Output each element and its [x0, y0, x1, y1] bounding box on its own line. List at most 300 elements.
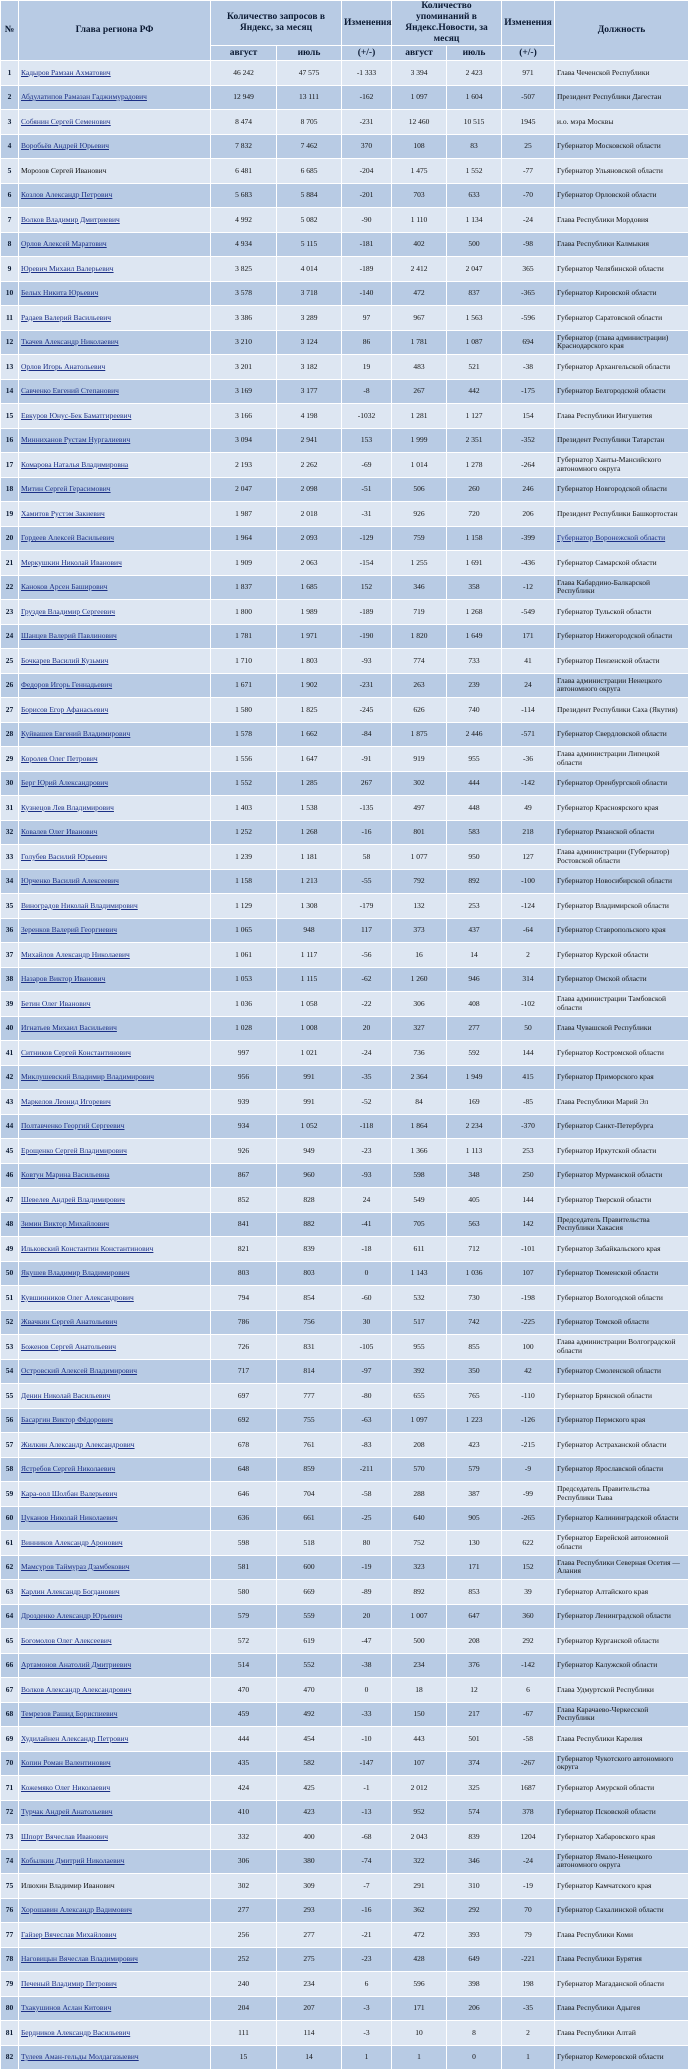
governor-name-cell [19, 1408, 211, 1433]
news-august-cell: 267 [392, 379, 447, 404]
governor-name-link[interactable]: Федоров Игорь Геннадьевич [21, 680, 112, 689]
row-number-cell: 81 [1, 2021, 19, 2046]
governor-name-link[interactable]: Назаров Виктор Иванович [21, 974, 105, 983]
requests-august-cell: 926 [211, 1139, 277, 1164]
governor-position: Губернатор Рязанской области [557, 828, 686, 837]
governor-name-link[interactable]: Каноков Арсен Баширович [21, 582, 107, 591]
requests-august-cell: 1 065 [211, 918, 277, 943]
table-row [1, 624, 688, 649]
governor-name-link[interactable]: Цуканов Николай Николаевич [21, 1513, 118, 1522]
governor-name-link[interactable]: Гордеев Алексей Васильевич [21, 533, 114, 542]
governor-name-link[interactable]: Ткачев Александр Николаевич [21, 337, 119, 346]
requests-change-cell: -16 [342, 820, 392, 845]
row-number-cell: 13 [1, 355, 19, 380]
row-number-cell: 78 [1, 1947, 19, 1972]
governor-name-cell [19, 1800, 211, 1825]
requests-august-cell: 1 964 [211, 526, 277, 551]
governor-position-cell [555, 2021, 688, 2046]
governor-position: Президент Республики Башкортостан [557, 510, 686, 519]
table-row [1, 1114, 688, 1139]
news-change-cell: -64 [502, 918, 555, 943]
requests-august-cell: 1 552 [211, 771, 277, 796]
row-number-cell: 51 [1, 1286, 19, 1311]
news-august-cell: 263 [392, 673, 447, 698]
governor-name-link[interactable]: Игнатьев Михаил Васильевич [21, 1023, 117, 1032]
row-number-cell: 58 [1, 1457, 19, 1482]
governor-name-cell [19, 1163, 211, 1188]
news-july-cell: 442 [447, 379, 502, 404]
news-change-cell: 1687 [502, 1776, 555, 1801]
governor-name-link[interactable]: Груздев Владимир Сергеевич [21, 607, 115, 616]
governor-name-link[interactable]: Евкуров Юнус-Бек Баматгиреевич [21, 411, 131, 420]
news-change-cell: 25 [502, 134, 555, 159]
governor-name-link[interactable]: Полтавченко Георгий Сергеевич [21, 1121, 124, 1130]
governor-position-cell [555, 1384, 688, 1409]
governor-name-link[interactable]: Кожемяко Олег Николаевич [21, 1783, 110, 1792]
header-news-mentions: Количество упоминаний в Яндекс.Новости, за месяц [392, 1, 502, 46]
governor-name-link[interactable]: Радаев Валерий Васильевич [21, 313, 111, 322]
governor-position: Губернатор Тверской области [557, 1196, 686, 1205]
governor-position-cell [555, 1825, 688, 1850]
governor-name-cell [19, 1972, 211, 1997]
governor-position: Губернатор Псковской области [557, 1808, 686, 1817]
governor-name-link[interactable]: Жвачкин Сергей Анатольевич [21, 1317, 117, 1326]
requests-august-cell: 1 781 [211, 624, 277, 649]
governor-position-cell [555, 208, 688, 233]
governor-name-link[interactable]: Абдулатипов Рамазан Гаджимурадович [21, 92, 147, 101]
news-august-cell: 2 043 [392, 1825, 447, 1850]
requests-change-cell: -51 [342, 477, 392, 502]
governor-position-cell [555, 1408, 688, 1433]
news-change-cell: 24 [502, 673, 555, 698]
news-august-cell: 443 [392, 1727, 447, 1752]
news-july-cell: 730 [447, 1286, 502, 1311]
news-august-cell: 392 [392, 1359, 447, 1384]
requests-july-cell: 582 [277, 1751, 342, 1776]
requests-change-cell: -1 [342, 1776, 392, 1801]
governor-name-cell [19, 1359, 211, 1384]
table-row [1, 1678, 688, 1703]
governor-name-cell [19, 1065, 211, 1090]
governor-name-link[interactable]: Боженов Сергей Анатольевич [21, 1342, 116, 1351]
news-july-cell: 742 [447, 1310, 502, 1335]
governor-name-cell [19, 159, 211, 184]
news-july-cell: 1 949 [447, 1065, 502, 1090]
governor-name-cell [19, 1678, 211, 1703]
news-july-cell: 563 [447, 1212, 502, 1237]
row-number-cell: 45 [1, 1139, 19, 1164]
governor-name-link[interactable]: Шанцев Валерий Павлинович [21, 631, 117, 640]
row-number-cell: 40 [1, 1016, 19, 1041]
governor-position: Глава администрации (Губернатор) Ростовской области [557, 848, 686, 865]
news-august-cell: 234 [392, 1653, 447, 1678]
news-change-cell: 250 [502, 1163, 555, 1188]
requests-july-cell: 854 [277, 1286, 342, 1311]
governor-name-link[interactable]: Митин Сергей Герасимович [21, 484, 111, 493]
requests-change-cell: -41 [342, 1212, 392, 1237]
governor-position-cell [555, 1678, 688, 1703]
governor-name-link[interactable]: Кадыров Рамзан Ахматович [21, 68, 111, 77]
news-july-cell: 1 278 [447, 453, 502, 478]
table-row [1, 477, 688, 502]
row-number-cell: 69 [1, 1727, 19, 1752]
governor-name-link[interactable]: Ястребов Сергей Николаевич [21, 1464, 115, 1473]
row-number-cell: 36 [1, 918, 19, 943]
governor-name-link[interactable]: Королев Олег Петрович [21, 754, 98, 763]
governor-name-link[interactable]: Собянин Сергей Семенович [21, 117, 111, 126]
governor-name-link[interactable]: Шпорт Вячеслав Иванович [21, 1832, 108, 1841]
governor-name-link[interactable]: Виноградов Николай Владимирович [21, 901, 138, 910]
requests-change-cell: 267 [342, 771, 392, 796]
table-row [1, 2045, 688, 2070]
governor-position: Президент Республики Татарстан [557, 436, 686, 445]
news-change-cell: -549 [502, 600, 555, 625]
governor-name-link[interactable]: Ильковский Константин Константинович [21, 1244, 153, 1253]
governor-position-cell [555, 1947, 688, 1972]
governor-name-link[interactable]: Савченко Евгений Степанович [21, 386, 119, 395]
row-number-cell: 25 [1, 649, 19, 674]
governor-name-link[interactable]: Миклушевский Владимир Владимирович [21, 1072, 154, 1081]
governor-name-link[interactable]: Якушев Владимир Владимирович [21, 1268, 130, 1277]
table-row [1, 355, 688, 380]
governor-name-link[interactable]: Юрченко Василий Алексеевич [21, 876, 119, 885]
governor-name-link[interactable]: Копин Роман Валентинович [21, 1758, 111, 1767]
governor-position: Губернатор Ставропольского края [557, 926, 686, 935]
governor-name-cell [19, 1457, 211, 1482]
governor-name-link[interactable]: Юревич Михаил Валерьевич [21, 264, 114, 273]
requests-august-cell: 636 [211, 1506, 277, 1531]
governor-position-cell [555, 1163, 688, 1188]
governor-name-link[interactable]: Артамонов Анатолий Дмитриевич [21, 1660, 131, 1669]
row-number-cell: 33 [1, 845, 19, 870]
news-change-cell: -102 [502, 992, 555, 1017]
governor-name-link[interactable]: Кара-оол Шолбан Валерьевич [21, 1489, 117, 1498]
table-row [1, 1188, 688, 1213]
governor-name-link[interactable]: Денин Николай Васильевич [21, 1391, 110, 1400]
row-number-cell: 48 [1, 1212, 19, 1237]
news-change-cell: -35 [502, 1996, 555, 2021]
governor-position-cell [555, 1800, 688, 1825]
news-august-cell: 132 [392, 894, 447, 919]
row-number-cell: 75 [1, 1874, 19, 1899]
governor-position-cell [555, 355, 688, 380]
table-body [1, 61, 688, 2070]
requests-august-cell: 2 193 [211, 453, 277, 478]
governor-name-link[interactable]: Карлин Александр Богданович [21, 1587, 120, 1596]
table-row [1, 551, 688, 576]
governor-name-cell [19, 61, 211, 86]
row-number-cell: 79 [1, 1972, 19, 1997]
governor-name-link[interactable]: Мамсуров Таймураз Дзамбекович [21, 1562, 130, 1571]
requests-august-cell: 581 [211, 1555, 277, 1580]
governor-position-cell [555, 1874, 688, 1899]
news-july-cell: 712 [447, 1237, 502, 1262]
requests-july-cell: 1 538 [277, 796, 342, 821]
row-number-cell: 64 [1, 1604, 19, 1629]
requests-change-cell: -97 [342, 1359, 392, 1384]
requests-change-cell: 6 [342, 1972, 392, 1997]
governor-name-link[interactable]: Хорошавин Александр Вадимович [21, 1905, 132, 1914]
requests-july-cell: 669 [277, 1580, 342, 1605]
governor-name-link[interactable]: Михайлов Александр Николаевич [21, 950, 130, 959]
news-august-cell: 1 097 [392, 85, 447, 110]
governor-position-cell [555, 796, 688, 821]
requests-july-cell: 309 [277, 1874, 342, 1899]
news-change-cell: 253 [502, 1139, 555, 1164]
governor-position: Губернатор Амурской области [557, 1784, 686, 1793]
table-row [1, 1751, 688, 1776]
governor-position-cell [555, 1604, 688, 1629]
governor-name-link[interactable]: Наговицын Вячеслав Владимирович [21, 1954, 138, 1963]
governor-position: Глава Чеченской Республики [557, 69, 686, 78]
news-august-cell: 2 412 [392, 257, 447, 282]
news-august-cell: 150 [392, 1702, 447, 1727]
governor-name-cell [19, 2021, 211, 2046]
governor-name-cell [19, 1506, 211, 1531]
governor-name-link[interactable]: Турчак Андрей Анатольевич [21, 1807, 113, 1816]
row-number-cell: 14 [1, 379, 19, 404]
governor-name-link[interactable]: Орлов Игорь Анатольевич [21, 362, 105, 371]
requests-july-cell: 454 [277, 1727, 342, 1752]
governor-name-link[interactable]: Тулеев Аман-гельды Молдагазыевич [21, 2052, 139, 2061]
header-plusminus: (+/-) [342, 46, 392, 61]
governor-position-cell [555, 1261, 688, 1286]
requests-august-cell: 410 [211, 1800, 277, 1825]
requests-change-cell: -52 [342, 1090, 392, 1115]
requests-change-cell: -69 [342, 453, 392, 478]
news-august-cell: 774 [392, 649, 447, 674]
requests-august-cell: 459 [211, 1702, 277, 1727]
header-position: Должность [555, 1, 688, 61]
requests-july-cell: 1 181 [277, 845, 342, 870]
governor-position: Губернатор Тюменской области [557, 1269, 686, 1278]
news-july-cell: 325 [447, 1776, 502, 1801]
governor-name-cell [19, 232, 211, 257]
governor-name-cell [19, 1923, 211, 1948]
row-number-cell: 27 [1, 698, 19, 723]
news-july-cell: 853 [447, 1580, 502, 1605]
requests-change-cell: -105 [342, 1335, 392, 1360]
governor-name-link[interactable]: Ситников Сергей Константинович [21, 1048, 131, 1057]
news-august-cell: 892 [392, 1580, 447, 1605]
governor-position-cell [555, 1727, 688, 1752]
news-august-cell: 18 [392, 1678, 447, 1703]
governor-name-link[interactable]: Худилайнен Александр Петрович [21, 1734, 128, 1743]
requests-july-cell: 859 [277, 1457, 342, 1482]
governor-name-link[interactable]: Тхакушинов Аслан Китович [21, 2003, 111, 2012]
governor-position-cell [555, 1359, 688, 1384]
news-july-cell: 2 446 [447, 722, 502, 747]
governor-name-cell [19, 551, 211, 576]
table-row [1, 1849, 688, 1874]
governor-name-link[interactable]: Хамитов Рустэм Закиевич [21, 509, 105, 518]
table-row [1, 1506, 688, 1531]
news-august-cell: 759 [392, 526, 447, 551]
requests-change-cell: -89 [342, 1580, 392, 1605]
governor-position-cell [555, 134, 688, 159]
governor-name-link[interactable]: Кобылкин Дмитрий Николаевич [21, 1856, 125, 1865]
requests-july-cell: 619 [277, 1629, 342, 1654]
requests-august-cell: 3 825 [211, 257, 277, 282]
news-august-cell: 919 [392, 747, 447, 772]
governor-position: Губернатор Самарской области [557, 559, 686, 568]
table-row [1, 1776, 688, 1801]
governor-name-link[interactable]: Берг Юрий Александрович [21, 778, 108, 787]
governor-position-cell [555, 820, 688, 845]
governor-name-link[interactable]: Зимин Виктор Михайлович [21, 1219, 109, 1228]
governor-name-link[interactable]: Басаргин Виктор Фёдорович [21, 1415, 113, 1424]
requests-july-cell: 755 [277, 1408, 342, 1433]
requests-july-cell: 3 177 [277, 379, 342, 404]
governor-name-cell [19, 1114, 211, 1139]
governor-name-link[interactable]: Печеный Владимир Петрович [21, 1979, 117, 1988]
governor-name-cell [19, 575, 211, 600]
table-row [1, 2021, 688, 2046]
governor-name-link[interactable]: Бочкарев Василий Кузьмич [21, 656, 108, 665]
table-row [1, 1139, 688, 1164]
governor-name-cell [19, 1825, 211, 1850]
governor-name-cell [19, 673, 211, 698]
governor-name-cell [19, 281, 211, 306]
governor-name-link[interactable]: Минниханов Рустам Нургалиевич [21, 435, 130, 444]
governor-name-link[interactable]: Жилкин Александр Александрович [21, 1440, 135, 1449]
governor-name-cell [19, 379, 211, 404]
news-july-cell: 1 552 [447, 159, 502, 184]
governor-name-link[interactable]: Винников Александр Аронович [21, 1538, 123, 1547]
governor-position-cell [555, 159, 688, 184]
governor-name-link[interactable]: Кузнецов Лев Владимирович [21, 803, 114, 812]
governor-name-link[interactable]: Козлов Александр Петрович [21, 190, 112, 199]
governor-name-link[interactable]: Островский Алексей Владимирович [21, 1366, 137, 1375]
governor-name-link[interactable]: Зеренков Валерий Георгиевич [21, 925, 117, 934]
requests-july-cell: 1 971 [277, 624, 342, 649]
row-number-cell: 68 [1, 1702, 19, 1727]
requests-august-cell: 1 578 [211, 722, 277, 747]
governor-name-link[interactable]: Белых Никита Юрьевич [21, 288, 98, 297]
governor-position-cell [555, 722, 688, 747]
governor-name-link[interactable]: Маркелов Леонид Игоревич [21, 1097, 111, 1106]
row-number-cell: 72 [1, 1800, 19, 1825]
governor-position: Губернатор Брянской области [557, 1392, 686, 1401]
governor-position-cell [555, 624, 688, 649]
requests-change-cell: -190 [342, 624, 392, 649]
news-change-cell: 206 [502, 502, 555, 527]
governor-name: Морозов Сергей Иванович [21, 166, 106, 175]
news-august-cell: 208 [392, 1433, 447, 1458]
governor-position-cell [555, 306, 688, 331]
requests-august-cell: 697 [211, 1384, 277, 1409]
requests-change-cell: -60 [342, 1286, 392, 1311]
news-july-cell: 1 158 [447, 526, 502, 551]
requests-july-cell: 1 647 [277, 747, 342, 772]
governor-position: Глава Республики Мордовия [557, 216, 686, 225]
governor-name-link[interactable]: Воробьёв Андрей Юрьевич [21, 141, 109, 150]
news-august-cell: 1 781 [392, 330, 447, 355]
requests-july-cell: 600 [277, 1555, 342, 1580]
governor-name-cell [19, 404, 211, 429]
news-july-cell: 217 [447, 1702, 502, 1727]
governor-position: Глава Карачаево-Черкесской Республики [557, 1706, 686, 1723]
table-row [1, 1433, 688, 1458]
governor-position: Губернатор Пермского края [557, 1416, 686, 1425]
governor-name-cell [19, 183, 211, 208]
news-july-cell: 239 [447, 673, 502, 698]
governor-name-link[interactable]: Комарова Наталья Владимировна [21, 460, 128, 469]
governor-position-link[interactable]: Губернатор Воронежской области [557, 534, 686, 543]
governor-position-cell [555, 379, 688, 404]
header-num: № [1, 1, 19, 61]
row-number-cell: 6 [1, 183, 19, 208]
row-number-cell: 23 [1, 600, 19, 625]
requests-change-cell: -189 [342, 600, 392, 625]
requests-august-cell: 514 [211, 1653, 277, 1678]
governor-name-link[interactable]: Ковалев Олег Иванович [21, 827, 97, 836]
governor-name-link[interactable]: Шевелев Андрей Владимирович [21, 1195, 125, 1204]
governor-name-link[interactable]: Гайзер Вячеслав Михайлович [21, 1930, 116, 1939]
governor-name-link[interactable]: Меркушкин Николай Иванович [21, 558, 122, 567]
news-july-cell: 649 [447, 1947, 502, 1972]
governor-name-link[interactable]: Богомолов Олег Алексеевич [21, 1636, 112, 1645]
row-number-cell: 16 [1, 428, 19, 453]
row-number-cell: 38 [1, 967, 19, 992]
requests-july-cell: 3 718 [277, 281, 342, 306]
requests-change-cell: -93 [342, 1163, 392, 1188]
requests-july-cell: 2 093 [277, 526, 342, 551]
governor-name-link[interactable]: Борисов Егор Афанасьевич [21, 705, 108, 714]
governor-name-link[interactable]: Бердников Александр Васильевич [21, 2028, 130, 2037]
governor-position: Губернатор Ханты-Мансийского автономного округа [557, 456, 686, 473]
news-change-cell: -436 [502, 551, 555, 576]
news-july-cell: 839 [447, 1825, 502, 1850]
news-july-cell: 1 113 [447, 1139, 502, 1164]
table-row [1, 1825, 688, 1850]
table-row [1, 722, 688, 747]
requests-july-cell: 1 213 [277, 869, 342, 894]
requests-change-cell: 86 [342, 330, 392, 355]
row-number-cell: 1 [1, 61, 19, 86]
governor-name-link[interactable]: Куйвашев Евгений Владимирович [21, 729, 130, 738]
governor-name-link[interactable]: Волков Александр Александрович [21, 1685, 131, 1694]
requests-august-cell: 435 [211, 1751, 277, 1776]
news-august-cell: 84 [392, 1090, 447, 1115]
governor-name-link[interactable]: Кувшинников Олег Александрович [21, 1293, 134, 1302]
news-august-cell: 752 [392, 1531, 447, 1556]
news-july-cell: 579 [447, 1457, 502, 1482]
governor-name-cell [19, 1286, 211, 1311]
governor-name-link[interactable]: Дрозденко Александр Юрьевич [21, 1611, 122, 1620]
news-change-cell: -85 [502, 1090, 555, 1115]
governor-name-link[interactable]: Волков Владимир Дмитриевич [21, 215, 120, 224]
governor-name-link[interactable]: Ковтун Марина Васильевна [21, 1170, 110, 1179]
governor-name-link[interactable]: Орлов Алексей Маратович [21, 239, 107, 248]
governor-position: Губернатор (глава администрации) Краснодарского края [557, 334, 686, 351]
requests-august-cell: 444 [211, 1727, 277, 1752]
governor-name-link[interactable]: Темрезов Рашид Бориспиевич [21, 1709, 117, 1718]
requests-july-cell: 803 [277, 1261, 342, 1286]
news-july-cell: 574 [447, 1800, 502, 1825]
table-row [1, 502, 688, 527]
governor-name-link[interactable]: Бетин Олег Иванович [21, 999, 91, 1008]
governor-position-cell [555, 967, 688, 992]
governor-name-link[interactable]: Ерощенко Сергей Владимирович [21, 1146, 127, 1155]
news-change-cell: 42 [502, 1359, 555, 1384]
governor-position-cell [555, 1482, 688, 1507]
governor-name-link[interactable]: Голубев Василий Юрьевич [21, 852, 107, 861]
news-july-cell: 1 087 [447, 330, 502, 355]
news-change-cell: 107 [502, 1261, 555, 1286]
table-row [1, 134, 688, 159]
requests-change-cell: -181 [342, 232, 392, 257]
